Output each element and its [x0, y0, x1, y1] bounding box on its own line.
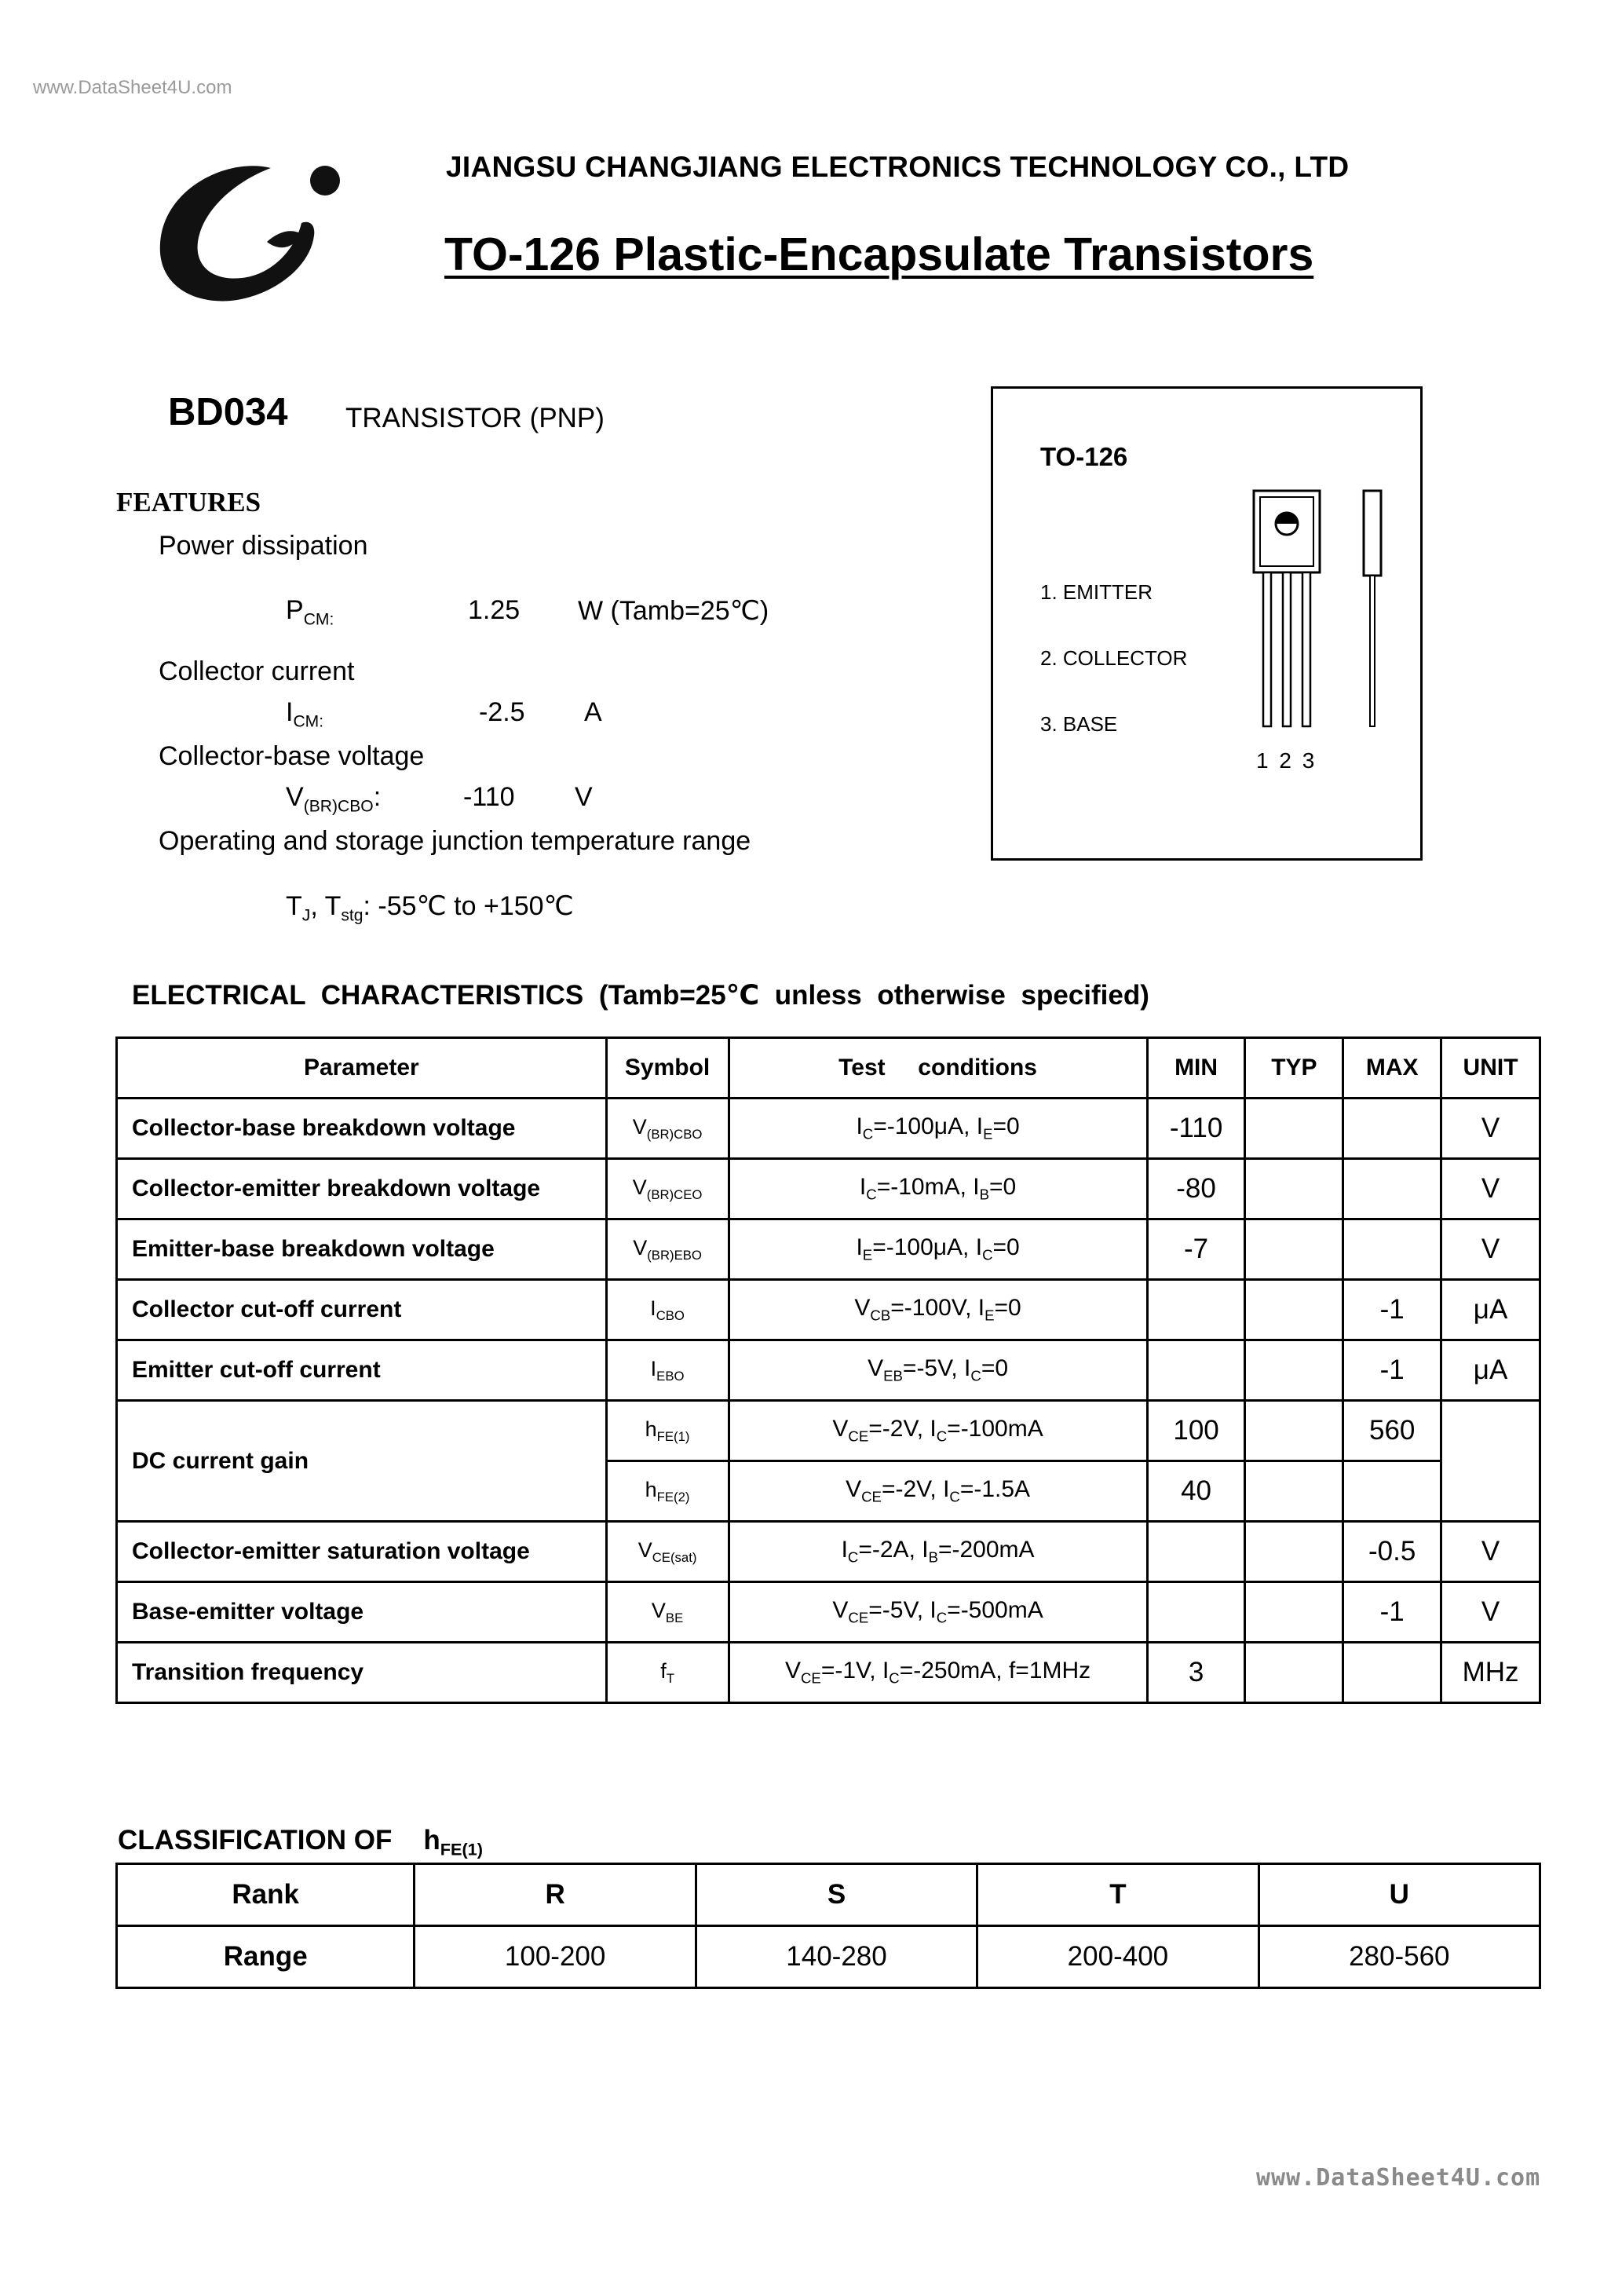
table-row — [117, 1280, 1540, 1340]
condition-cell: $I_C=-10mA$, $I_B=0$ — [729, 1159, 1147, 1219]
condition-cell: $I_C=-2A$, $I_B=-200mA$ — [729, 1522, 1147, 1582]
classification-table — [115, 1863, 1541, 1989]
min-cell: 100 — [1147, 1401, 1245, 1461]
rank-cell: R — [415, 1864, 696, 1926]
symbol-cell: $V_{CE(sat)}$ — [606, 1522, 729, 1582]
table-row — [117, 1159, 1540, 1219]
temperature-range-label: Operating and storage junction temperature range — [159, 826, 751, 856]
condition-cell: $I_E=-100\mu A$, $I_C=0$ — [729, 1219, 1147, 1280]
electrical-characteristics-heading: ELECTRICAL CHARACTERISTICS (Tamb=25℃ unless otherwise specified) — [132, 980, 1149, 1011]
symbol-cell: $I_{EBO}$ — [606, 1340, 729, 1401]
min-cell — [1147, 1280, 1245, 1340]
condition-cell: $V_{CB}=-100V$, $I_E=0$ — [729, 1280, 1147, 1340]
range-cell: 140-280 — [696, 1926, 977, 1988]
to126-package-drawing-icon — [1244, 489, 1401, 733]
collector-current-label: Collector current — [159, 656, 355, 686]
typ-cell — [1245, 1582, 1343, 1643]
condition-cell: $V_{EB}=-5V$, $I_C=0$ — [729, 1340, 1147, 1401]
unit-cell: MHz — [1441, 1643, 1540, 1703]
max-cell: -1 — [1343, 1280, 1441, 1340]
table-row — [117, 1522, 1540, 1582]
company-logo-icon — [149, 157, 353, 314]
pin-2-label: 2. COLLECTOR — [1040, 646, 1188, 670]
range-label: Range — [117, 1926, 415, 1988]
temperature-range-value: $T_J$, $T_{stg}$: -55℃ to +150℃ — [286, 891, 574, 925]
symbol-cell: $V_{(BR)CEO}$ — [606, 1159, 729, 1219]
parameter-cell: Transition frequency — [117, 1643, 607, 1703]
parameter-cell: Collector-emitter breakdown voltage — [117, 1159, 607, 1219]
parameter-cell: Emitter cut-off current — [117, 1340, 607, 1401]
range-row — [117, 1926, 1540, 1988]
rank-cell: S — [696, 1864, 977, 1926]
pin-3-label: 3. BASE — [1040, 712, 1118, 736]
column-header: UNIT — [1441, 1038, 1540, 1099]
column-header: Symbol — [606, 1038, 729, 1099]
condition-cell: $V_{CE}=-1V$, $I_C=-250mA$, f=1MHz — [729, 1643, 1147, 1703]
table-row — [117, 1643, 1540, 1703]
unit-cell: V — [1441, 1159, 1540, 1219]
unit-cell: μA — [1441, 1280, 1540, 1340]
max-cell — [1343, 1643, 1441, 1703]
features-heading: FEATURES — [116, 487, 261, 517]
condition-cell: $I_C=-100\mu A$, $I_E=0$ — [729, 1099, 1147, 1159]
icm-unit: A — [584, 697, 602, 727]
parameter-cell: DC current gain — [117, 1401, 607, 1522]
power-dissipation-label: Power dissipation — [159, 531, 368, 561]
company-name: JIANGSU CHANGJIANG ELECTRONICS TECHNOLOGY CO., LTD — [446, 151, 1350, 183]
column-header: Test conditions — [729, 1038, 1147, 1099]
range-cell: 280-560 — [1259, 1926, 1540, 1988]
table-row — [117, 1219, 1540, 1280]
condition-cell: $V_{CE}=-5V$, $I_C=-500mA$ — [729, 1582, 1147, 1643]
collector-base-voltage-label: Collector-base voltage — [159, 741, 425, 771]
table-row — [117, 1582, 1540, 1643]
min-cell: -7 — [1147, 1219, 1245, 1280]
range-cell: 200-400 — [977, 1926, 1259, 1988]
rank-cell: T — [977, 1864, 1259, 1926]
vcbo-symbol: $V_{(BR)CBO}$: — [286, 782, 382, 816]
symbol-cell: $f_T$ — [606, 1643, 729, 1703]
condition-cell: $V_{CE}=-2V$, $I_C=-100mA$ — [729, 1401, 1147, 1461]
rank-row — [117, 1864, 1540, 1926]
table-row — [117, 1401, 1540, 1461]
column-header: Parameter — [117, 1038, 607, 1099]
typ-cell — [1245, 1522, 1343, 1582]
unit-cell: V — [1441, 1099, 1540, 1159]
symbol-cell: $I_{CBO}$ — [606, 1280, 729, 1340]
icm-symbol: $I_{CM:}$ — [286, 697, 324, 731]
typ-cell — [1245, 1219, 1343, 1280]
typ-cell — [1245, 1280, 1343, 1340]
typ-cell — [1245, 1099, 1343, 1159]
package-title: TO-126 — [1040, 442, 1128, 471]
typ-cell — [1245, 1401, 1343, 1461]
vcbo-unit: V — [575, 782, 593, 812]
electrical-characteristics-table — [115, 1036, 1541, 1704]
table-row — [117, 1099, 1540, 1159]
parameter-cell: Collector-base breakdown voltage — [117, 1099, 607, 1159]
parameter-cell: Emitter-base breakdown voltage — [117, 1219, 607, 1280]
part-number: BD034 — [168, 391, 288, 433]
max-cell: -0.5 — [1343, 1522, 1441, 1582]
symbol-cell: $h_{FE(2)}$ — [606, 1461, 729, 1522]
unit-cell: V — [1441, 1522, 1540, 1582]
vcbo-value: -110 — [463, 782, 515, 812]
watermark-top: www.DataSheet4U.com — [33, 77, 232, 98]
max-cell: 560 — [1343, 1401, 1441, 1461]
parameter-cell: Collector-emitter saturation voltage — [117, 1522, 607, 1582]
rank-label: Rank — [117, 1864, 415, 1926]
max-cell — [1343, 1219, 1441, 1280]
max-cell — [1343, 1461, 1441, 1522]
table-row — [117, 1340, 1540, 1401]
column-header: TYP — [1245, 1038, 1343, 1099]
classification-heading: CLASSIFICATION OF $h_{FE(1)}$ — [118, 1825, 483, 1859]
watermark-bottom: www.DataSheet4U.com — [1256, 2164, 1541, 2192]
typ-cell — [1245, 1643, 1343, 1703]
pin-1-label: 1. EMITTER — [1040, 580, 1153, 604]
range-cell: 100-200 — [415, 1926, 696, 1988]
min-cell: 3 — [1147, 1643, 1245, 1703]
unit-cell: V — [1441, 1582, 1540, 1643]
parameter-cell: Base-emitter voltage — [117, 1582, 607, 1643]
unit-cell: V — [1441, 1219, 1540, 1280]
parameter-cell: Collector cut-off current — [117, 1280, 607, 1340]
icm-value: -2.5 — [479, 697, 525, 727]
min-cell — [1147, 1340, 1245, 1401]
typ-cell — [1245, 1159, 1343, 1219]
min-cell — [1147, 1522, 1245, 1582]
min-cell: -110 — [1147, 1099, 1245, 1159]
pcm-value: 1.25 — [468, 595, 521, 625]
typ-cell — [1245, 1461, 1343, 1522]
column-header: MAX — [1343, 1038, 1441, 1099]
symbol-cell: $V_{(BR)EBO}$ — [606, 1219, 729, 1280]
table-header-row — [117, 1038, 1540, 1099]
pcm-unit: W (Tamb=25℃) — [578, 596, 769, 626]
min-cell — [1147, 1582, 1245, 1643]
max-cell: -1 — [1343, 1340, 1441, 1401]
symbol-cell: $h_{FE(1)}$ — [606, 1401, 729, 1461]
document-title: TO-126 Plastic-Encapsulate Transistors — [444, 229, 1314, 280]
symbol-cell: $V_{BE}$ — [606, 1582, 729, 1643]
symbol-cell: $V_{(BR)CBO}$ — [606, 1099, 729, 1159]
min-cell: 40 — [1147, 1461, 1245, 1522]
unit-cell — [1441, 1401, 1540, 1522]
min-cell: -80 — [1147, 1159, 1245, 1219]
rank-cell: U — [1259, 1864, 1540, 1926]
max-cell — [1343, 1159, 1441, 1219]
package-box — [991, 386, 1423, 861]
column-header: MIN — [1147, 1038, 1245, 1099]
max-cell — [1343, 1099, 1441, 1159]
max-cell: -1 — [1343, 1582, 1441, 1643]
pin-numbers: 1 2 3 — [1256, 748, 1317, 773]
part-type: TRANSISTOR (PNP) — [345, 403, 605, 433]
pcm-symbol: $P_{CM:}$ — [286, 595, 334, 629]
unit-cell: μA — [1441, 1340, 1540, 1401]
condition-cell: $V_{CE}=-2V$, $I_C=-1.5A$ — [729, 1461, 1147, 1522]
typ-cell — [1245, 1340, 1343, 1401]
